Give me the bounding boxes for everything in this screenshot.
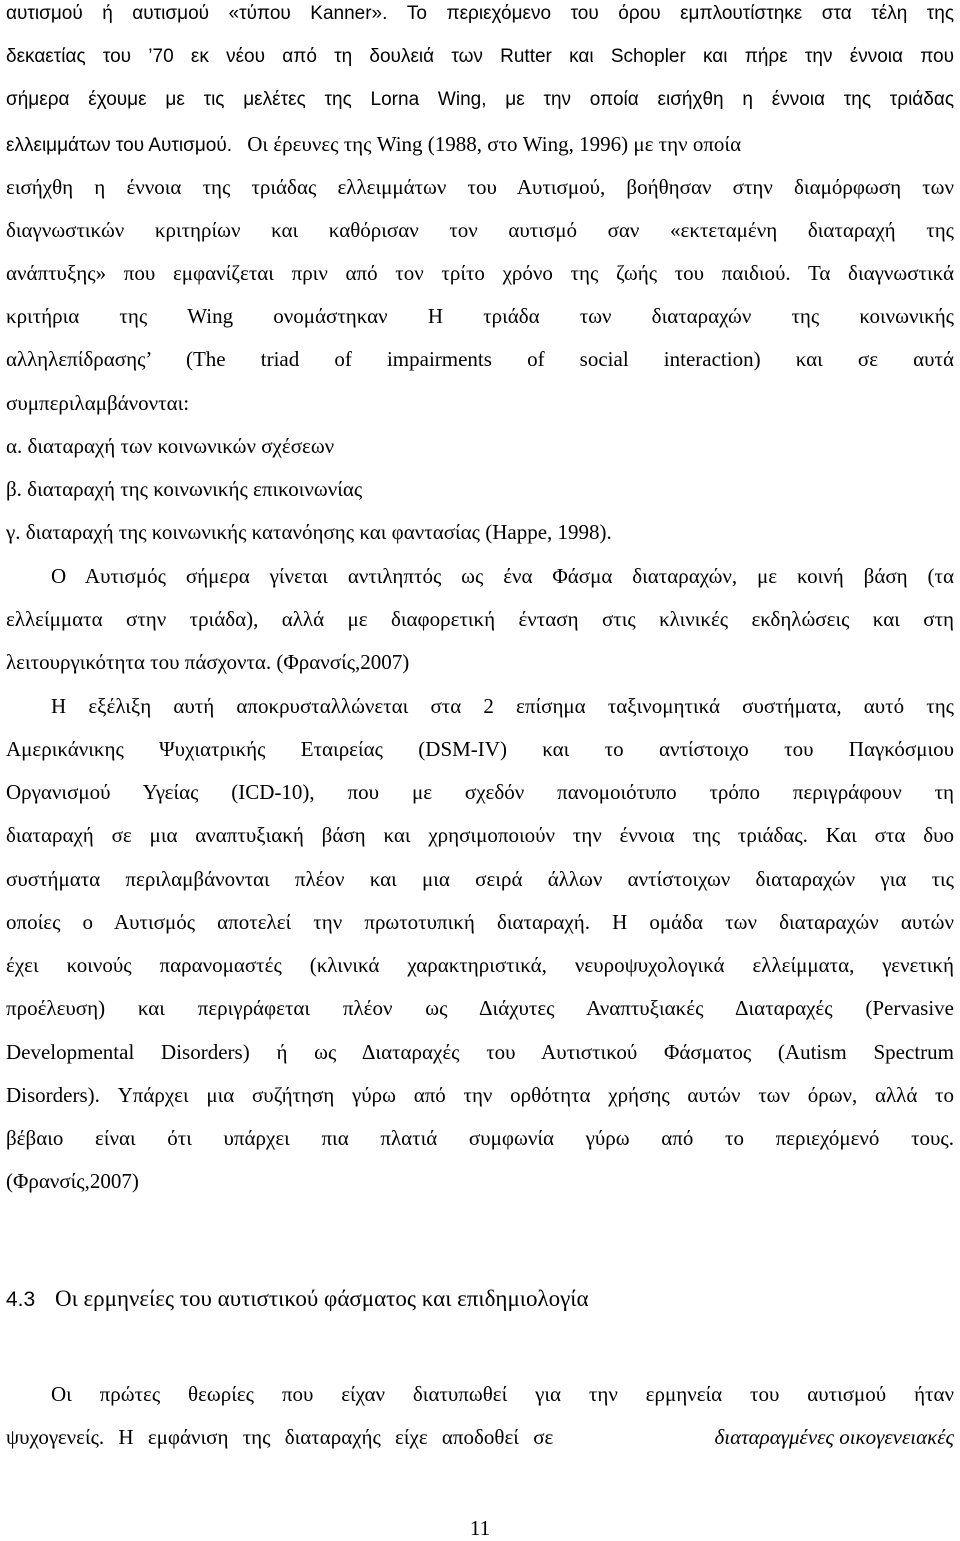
paragraph-line: Οργανισμού Υγείας (ICD-10), που με σχεδόν πανομοιότυπο τρόπο περιγράφουν τη [6, 780, 954, 804]
paragraph-line: Disorders). Υπάρχει μια συζήτηση γύρω από την ορθότητα χρήσης αυτών των όρων, αλλά το [6, 1083, 954, 1107]
paragraph-line: Developmental Disorders) ή ως Διαταραχές του Αυτιστικού Φάσματος (Autism Spectrum [6, 1040, 954, 1064]
paragraph-line: διαγνωστικών κριτηρίων και καθόρισαν τον αυτισμό σαν «εκτεταμένη διαταραχή της [6, 218, 954, 242]
paragraph-line: Οι πρώτες θεωρίες που είχαν διατυπωθεί για την ερμηνεία του αυτισμού ήταν [51, 1382, 954, 1406]
list-item: α. διαταραχή των κοινωνικών σχέσεων [6, 434, 335, 458]
paragraph-line: προέλευση) και περιγράφεται πλέον ως Διάχυτες Αναπτυξιακές Διαταραχές (Pervasive [6, 996, 954, 1020]
paragraph-line: Αμερικάνικης Ψυχιατρικής Εταιρείας (DSM-IV) και το αντίστοιχο του Παγκόσμιου [6, 737, 954, 761]
paragraph-text-serif: Οι έρευνες της Wing (1988, στο Wing, 1996) με την οποία [247, 132, 742, 156]
paragraph-text-italic: διαταραγμένες οικογενειακές [714, 1425, 954, 1449]
paragraph-line: εισήχθη η έννοια της τριάδας ελλειμμάτων του Αυτισμού, βοήθησαν στην διαμόρφωση των [6, 175, 954, 199]
paragraph-line: (Φρανσίς,2007) [6, 1169, 139, 1193]
paragraph-line: οποίες ο Αυτισμός αποτελεί την πρωτοτυπική διαταραχή. Η ομάδα των διαταραχών αυτών [6, 910, 954, 934]
paragraph-text-sans: ελλειμμάτων του Αυτισμού. [6, 135, 233, 156]
paragraph-line [6, 131, 954, 159]
paragraph-line: σήμερα έχουμε με τις μελέτες της Lorna Wing, με την οποία εισήχθη η έννοια της τριάδας [6, 89, 954, 110]
paragraph-line: συστήματα περιλαμβάνονται πλέον και μια σειρά άλλων αντίστοιχων διαταραχών για τις [6, 867, 954, 891]
list-item: γ. διαταραχή της κοινωνικής κατανόησης και φαντασίας (Happe, 1998). [6, 520, 612, 544]
paragraph-line: Η εξέλιξη αυτή αποκρυσταλλώνεται στα 2 επίσημα ταξινομητικά συστήματα, αυτό της [51, 694, 954, 718]
paragraph-text: ψυχογενείς. Η εμφάνιση της διαταραχής είχε αποδοθεί σε [6, 1425, 554, 1449]
section-heading [6, 1286, 954, 1313]
paragraph-line: δεκαετίας του ’70 εκ νέου από τη δουλειά των Rutter και Schopler και πήρε την έννοια που [6, 46, 954, 67]
paragraph-line: ελλείμματα στην τριάδα), αλλά με διαφορετική ένταση στις κλινικές εκδηλώσεις και στη [6, 607, 954, 631]
paragraph-line: βέβαιο είναι ότι υπάρχει πια πλατιά συμφωνία γύρω από το περιεχόμενό τους. [6, 1126, 954, 1150]
section-title: Οι ερμηνείες του αυτιστικού φάσματος και επιδημιολογία [54, 1286, 589, 1311]
paragraph-line [6, 1424, 954, 1450]
paragraph-line: διαταραχή σε μια αναπτυξιακή βάση και χρησιμοποιούν την έννοια της τριάδας. Και στα δυο [6, 823, 954, 847]
section-number: 4.3 [6, 1288, 36, 1311]
paragraph-line: αυτισμού ή αυτισμού «τύπου Kanner». Το περιεχόμενο του όρου εμπλουτίστηκε στα τέλη της [6, 3, 954, 24]
paragraph-line: ανάπτυξης» που εμφανίζεται πριν από τον τρίτο χρόνο της ζωής του παιδιού. Τα διαγνωστικά [6, 261, 954, 285]
page-number: 11 [469, 1516, 491, 1540]
paragraph-line: λειτουργικότητα του πάσχοντα. (Φρανσίς,2007) [6, 650, 410, 674]
paragraph-line: έχει κοινούς παρανομαστές (κλινικά χαρακτηριστικά, νευροψυχολογικά ελλείμματα, γενετική [6, 953, 954, 977]
list-item: β. διαταραχή της κοινωνικής επικοινωνίας [6, 477, 363, 501]
paragraph-line: αλληλεπίδρασης’ (The triad of impairments of social interaction) και σε αυτά [6, 347, 954, 371]
paragraph-line: Ο Αυτισμός σήμερα γίνεται αντιληπτός ως ένα Φάσμα διαταραχών, με κοινή βάση (τα [51, 564, 954, 588]
paragraph-line: κριτήρια της Wing ονομάστηκαν Η τριάδα των διαταραχών της κοινωνικής [6, 304, 954, 328]
paragraph-line: συμπεριλαμβάνονται: [6, 391, 190, 415]
